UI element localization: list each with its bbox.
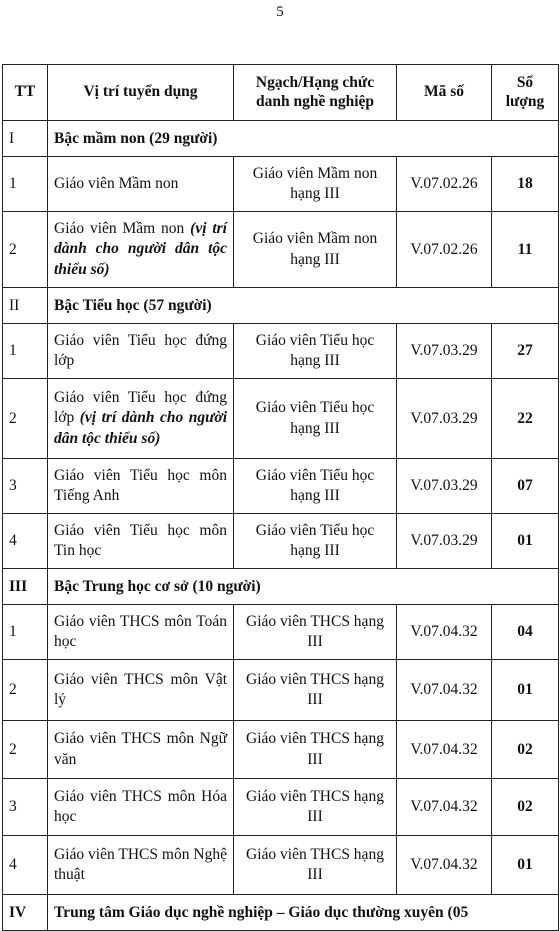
code-cell: V.07.02.26 [397, 212, 492, 288]
header-qty [492, 65, 559, 121]
header-position: Vị trí tuyển dụng [48, 65, 234, 121]
table-row [3, 514, 559, 569]
row-number: 2 [3, 721, 48, 779]
quantity-cell: 27 [492, 324, 559, 379]
table-row [3, 721, 559, 779]
position-text: Giáo viên Mầm non [54, 220, 185, 238]
row-number: 4 [3, 836, 48, 895]
position-cell [48, 459, 234, 514]
position-text: Giáo viên THCS môn Nghệ thuật [54, 845, 227, 883]
position-cell [48, 379, 234, 459]
row-number: 3 [3, 459, 48, 514]
quantity-cell: 11 [492, 212, 559, 288]
code-cell: V.07.02.26 [397, 157, 492, 212]
position-text: Giáo viên Tiểu học đứng lớp [54, 389, 227, 427]
position-note: (vị trí dành cho người dân tộc thiểu số) [54, 409, 228, 447]
position-note: (vị trí dành cho người dân tộc thiểu số) [54, 220, 227, 278]
group-title: Bậc Tiểu học (57 người) [48, 288, 559, 324]
code-cell: V.07.04.32 [397, 660, 492, 721]
row-number: 3 [3, 779, 48, 836]
header-qty-line1: Số [516, 73, 534, 91]
table-row [3, 157, 559, 212]
quantity-cell: 01 [492, 660, 559, 721]
table-body [3, 121, 559, 931]
position-cell [48, 324, 234, 379]
grade-cell: Giáo viên THCS hạng III [234, 836, 397, 895]
table-row [3, 779, 559, 836]
table-row [3, 324, 559, 379]
code-cell: V.07.03.29 [397, 324, 492, 379]
position-cell [48, 514, 234, 569]
position-cell [48, 605, 234, 660]
quantity-cell: 22 [492, 379, 559, 459]
group-title: Bậc mầm non (29 người) [48, 121, 559, 157]
quantity-cell: 02 [492, 779, 559, 836]
grade-cell: Giáo viên THCS hạng III [234, 660, 397, 721]
grade-cell: Giáo viên Tiểu học hạng III [234, 459, 397, 514]
grade-cell: Giáo viên Tiểu học hạng III [234, 379, 397, 459]
header-grade-line2: danh nghề nghiệp [255, 92, 375, 110]
group-row [3, 895, 559, 931]
position-cell [48, 212, 234, 288]
position-cell [48, 779, 234, 836]
position-cell [48, 157, 234, 212]
group-number: IV [3, 895, 48, 931]
position-text: Giáo viên Mầm non [54, 174, 179, 192]
table-row [3, 459, 559, 514]
row-number: 1 [3, 605, 48, 660]
grade-cell: Giáo viên THCS hạng III [234, 605, 397, 660]
row-number: 1 [3, 324, 48, 379]
header-tt: TT [3, 65, 48, 121]
recruitment-table [2, 64, 559, 931]
group-row [3, 288, 559, 324]
position-cell [48, 660, 234, 721]
quantity-cell: 02 [492, 721, 559, 779]
quantity-cell: 01 [492, 836, 559, 895]
position-text: Giáo viên THCS môn Ngữ văn [54, 730, 227, 768]
group-row [3, 121, 559, 157]
position-cell [48, 836, 234, 895]
position-text: Giáo viên THCS môn Hóa học [54, 787, 227, 825]
code-cell: V.07.04.32 [397, 605, 492, 660]
table-row [3, 660, 559, 721]
group-title: Trung tâm Giáo dục nghề nghiệp – Giáo dục thường xuyên (05 [48, 895, 559, 931]
position-cell [48, 721, 234, 779]
header-row [3, 65, 559, 121]
position-text: Giáo viên Tiểu học môn Tin học [54, 521, 227, 559]
header-qty-line2: lượng [505, 92, 545, 110]
quantity-cell: 01 [492, 514, 559, 569]
quantity-cell: 18 [492, 157, 559, 212]
code-cell: V.07.04.32 [397, 721, 492, 779]
quantity-cell: 04 [492, 605, 559, 660]
row-number: 4 [3, 514, 48, 569]
header-grade-line1: Ngạch/Hạng chức [255, 73, 375, 91]
group-row [3, 569, 559, 605]
grade-cell: Giáo viên THCS hạng III [234, 779, 397, 836]
code-cell: V.07.04.32 [397, 836, 492, 895]
row-number: 1 [3, 157, 48, 212]
group-number: III [3, 569, 48, 605]
code-cell: V.07.04.32 [397, 779, 492, 836]
group-number: I [3, 121, 48, 157]
grade-cell: Giáo viên Tiểu học hạng III [234, 324, 397, 379]
header-code: Mã số [397, 65, 492, 121]
group-number: II [3, 288, 48, 324]
table-row [3, 836, 559, 895]
grade-cell: Giáo viên Tiểu học hạng III [234, 514, 397, 569]
code-cell: V.07.03.29 [397, 459, 492, 514]
position-text: Giáo viên Tiểu học môn Tiếng Anh [54, 466, 227, 504]
table-row [3, 605, 559, 660]
grade-cell: Giáo viên Mầm non hạng III [234, 212, 397, 288]
row-number: 2 [3, 660, 48, 721]
position-text: Giáo viên THCS môn Toán học [54, 612, 227, 650]
grade-cell: Giáo viên THCS hạng III [234, 721, 397, 779]
code-cell: V.07.03.29 [397, 514, 492, 569]
quantity-cell: 07 [492, 459, 559, 514]
row-number: 2 [3, 379, 48, 459]
header-grade [234, 65, 397, 121]
grade-cell: Giáo viên Mầm non hạng III [234, 157, 397, 212]
position-text: Giáo viên THCS môn Vật lý [54, 670, 227, 708]
table-row [3, 212, 559, 288]
position-text: Giáo viên Tiểu học đứng lớp [54, 331, 227, 369]
group-title: Bậc Trung học cơ sở (10 người) [48, 569, 559, 605]
page-number: 5 [276, 4, 284, 20]
row-number: 2 [3, 212, 48, 288]
code-cell: V.07.03.29 [397, 379, 492, 459]
table-row [3, 379, 559, 459]
